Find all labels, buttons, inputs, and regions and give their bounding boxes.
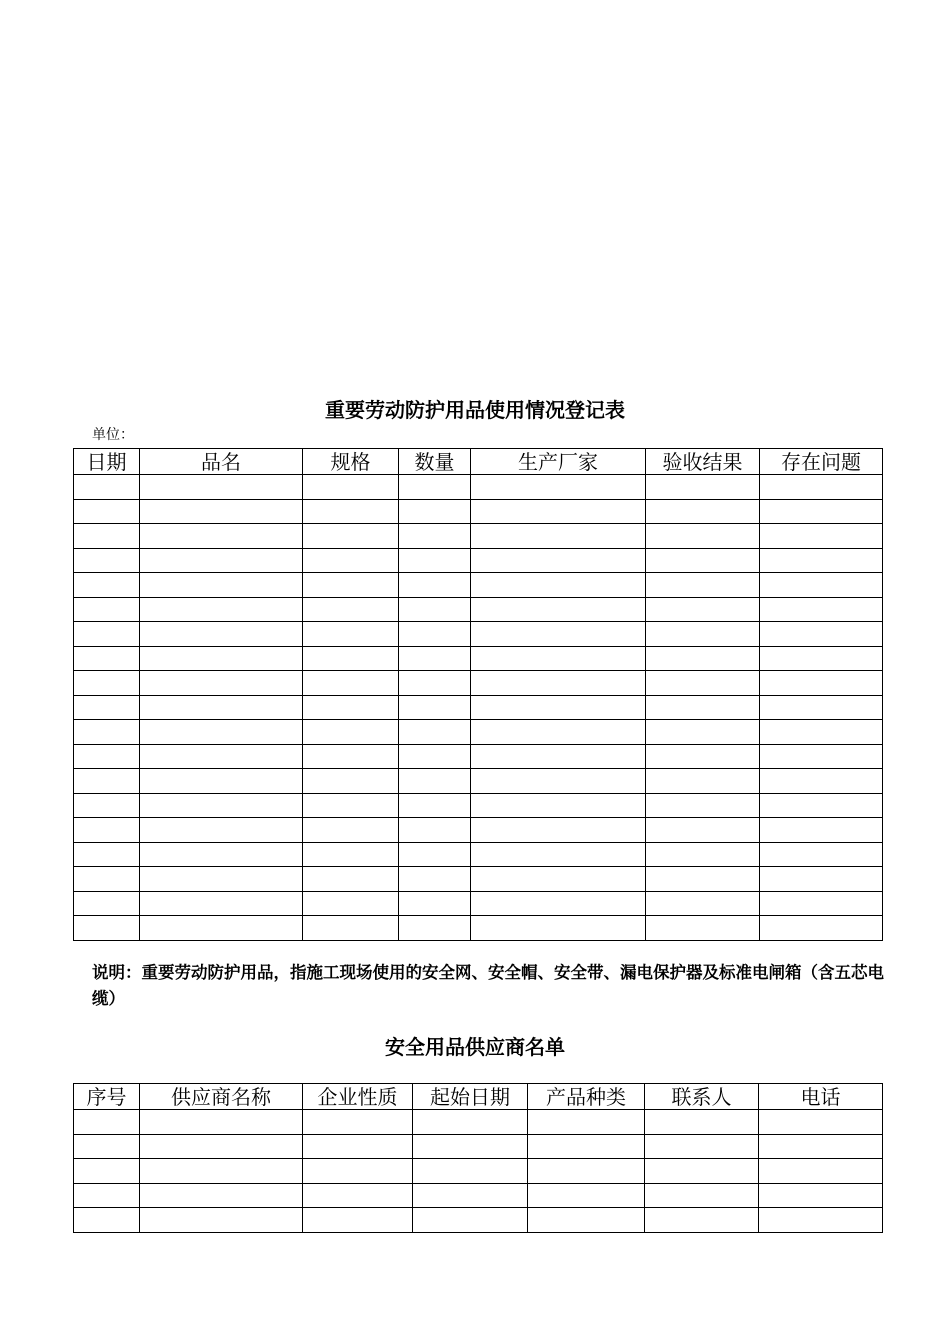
register-table-row	[74, 475, 883, 500]
register-table-cell	[303, 769, 399, 794]
register-table-cell	[140, 671, 303, 696]
register-table-cell	[760, 867, 883, 892]
supplier-table-cell	[645, 1134, 759, 1159]
supplier-table-cell	[413, 1110, 528, 1135]
supplier-table-row	[74, 1159, 883, 1184]
supplier-table-cell	[74, 1134, 140, 1159]
unit-label: 单位：	[92, 427, 134, 443]
supplier-table-cell	[303, 1159, 413, 1184]
register-table-cell	[140, 891, 303, 916]
register-table-cell	[471, 769, 646, 794]
register-table-cell	[74, 867, 140, 892]
register-table-cell	[140, 793, 303, 818]
register-table-row	[74, 524, 883, 549]
supplier-table-cell	[303, 1183, 413, 1208]
register-table-cell	[646, 573, 760, 598]
supplier-table-cell	[413, 1183, 528, 1208]
register-table-row	[74, 793, 883, 818]
register-table-cell	[140, 720, 303, 745]
register-table-cell	[303, 622, 399, 647]
register-table-cell	[646, 475, 760, 500]
register-table-cell	[303, 818, 399, 843]
register-table-cell	[760, 744, 883, 769]
supplier-table-cell	[74, 1183, 140, 1208]
register-table-row	[74, 891, 883, 916]
register-table-title: 重要劳动防护用品使用情况登记表	[325, 398, 625, 422]
register-table-cell	[471, 818, 646, 843]
register-table-cell	[646, 891, 760, 916]
register-table-cell	[471, 720, 646, 745]
register-table-cell	[471, 842, 646, 867]
register-table-cell	[74, 818, 140, 843]
register-table-cell	[646, 916, 760, 941]
header-manufacturer: 生产厂家	[471, 449, 646, 475]
register-table-cell	[760, 548, 883, 573]
register-table-cell	[74, 744, 140, 769]
supplier-table-cell	[140, 1134, 303, 1159]
register-table-cell	[760, 818, 883, 843]
register-table-cell	[471, 744, 646, 769]
register-table-cell	[471, 597, 646, 622]
supplier-table	[73, 1083, 883, 1233]
supplier-table-row	[74, 1183, 883, 1208]
register-table-cell	[74, 891, 140, 916]
register-table-cell	[140, 818, 303, 843]
register-table-cell	[646, 695, 760, 720]
register-table-cell	[471, 475, 646, 500]
register-table-cell	[646, 622, 760, 647]
register-table-row	[74, 744, 883, 769]
register-table-cell	[471, 916, 646, 941]
register-table-cell	[303, 695, 399, 720]
header-inspection-result: 验收结果	[646, 449, 760, 475]
register-table-cell	[646, 769, 760, 794]
header-spec: 规格	[303, 449, 399, 475]
supplier-table-cell	[413, 1159, 528, 1184]
register-table-cell	[140, 744, 303, 769]
register-table-cell	[140, 769, 303, 794]
register-table-body	[74, 475, 883, 941]
register-table-cell	[471, 573, 646, 598]
register-table-row	[74, 818, 883, 843]
header-supplier-name: 供应商名称	[140, 1084, 303, 1110]
register-table-cell	[471, 793, 646, 818]
register-table-cell	[646, 867, 760, 892]
register-table-cell	[74, 524, 140, 549]
register-table-cell	[303, 597, 399, 622]
register-table-cell	[646, 793, 760, 818]
supplier-table-cell	[303, 1208, 413, 1233]
register-table-cell	[760, 793, 883, 818]
register-table-cell	[471, 695, 646, 720]
register-table-cell	[74, 499, 140, 524]
register-table-row	[74, 646, 883, 671]
supplier-table-cell	[528, 1183, 645, 1208]
register-table-row	[74, 499, 883, 524]
register-table-cell	[646, 524, 760, 549]
register-table-cell	[74, 793, 140, 818]
supplier-table-cell	[74, 1208, 140, 1233]
register-table-cell	[471, 548, 646, 573]
register-table-row	[74, 622, 883, 647]
register-table-cell	[646, 597, 760, 622]
register-table-cell	[760, 597, 883, 622]
register-table-cell	[399, 891, 471, 916]
register-table-cell	[760, 646, 883, 671]
register-table-cell	[646, 744, 760, 769]
register-table-cell	[140, 499, 303, 524]
register-table-cell	[303, 720, 399, 745]
header-contact-person: 联系人	[645, 1084, 759, 1110]
register-table-cell	[303, 499, 399, 524]
supplier-table-cell	[528, 1110, 645, 1135]
register-table-cell	[74, 769, 140, 794]
register-table-cell	[760, 720, 883, 745]
register-table-cell	[399, 695, 471, 720]
register-table-cell	[399, 573, 471, 598]
supplier-table-title: 安全用品供应商名单	[385, 1035, 565, 1059]
register-table-cell	[303, 573, 399, 598]
register-table-row	[74, 671, 883, 696]
register-table-cell	[760, 475, 883, 500]
register-header-row	[74, 449, 883, 475]
register-table-cell	[399, 744, 471, 769]
register-table-cell	[303, 548, 399, 573]
register-table-cell	[646, 720, 760, 745]
supplier-table-row	[74, 1208, 883, 1233]
register-table-cell	[399, 818, 471, 843]
register-table-cell	[646, 646, 760, 671]
header-enterprise-type: 企业性质	[303, 1084, 413, 1110]
supplier-header-row	[74, 1084, 883, 1110]
register-table-cell	[140, 548, 303, 573]
supplier-table-cell	[74, 1110, 140, 1135]
register-table-cell	[760, 524, 883, 549]
supplier-table-cell	[759, 1134, 883, 1159]
register-table-cell	[760, 916, 883, 941]
register-table-cell	[646, 671, 760, 696]
register-table-cell	[760, 622, 883, 647]
note-text: 说明：重要劳动防护用品，指施工现场使用的安全网、安全帽、安全带、漏电保护器及标准电闸箱（含五芯电缆）	[92, 963, 884, 1008]
supplier-table-cell	[645, 1110, 759, 1135]
register-table-row	[74, 720, 883, 745]
register-table-cell	[74, 646, 140, 671]
supplier-table-cell	[759, 1208, 883, 1233]
register-table-cell	[646, 842, 760, 867]
register-table-cell	[760, 499, 883, 524]
register-table-cell	[760, 671, 883, 696]
register-table-cell	[399, 597, 471, 622]
register-table-cell	[303, 475, 399, 500]
register-table-cell	[140, 695, 303, 720]
register-table-row	[74, 573, 883, 598]
register-table-cell	[140, 622, 303, 647]
supplier-table-cell	[413, 1208, 528, 1233]
register-table-cell	[303, 524, 399, 549]
register-table-cell	[303, 916, 399, 941]
register-table-cell	[399, 499, 471, 524]
supplier-table-cell	[413, 1134, 528, 1159]
register-table-cell	[646, 548, 760, 573]
register-table-cell	[303, 646, 399, 671]
register-table-cell	[74, 475, 140, 500]
register-table-cell	[471, 867, 646, 892]
supplier-table-row	[74, 1110, 883, 1135]
register-table-cell	[399, 916, 471, 941]
register-table-cell	[399, 720, 471, 745]
register-table-cell	[140, 646, 303, 671]
register-table-cell	[303, 867, 399, 892]
header-date: 日期	[74, 449, 140, 475]
register-table-cell	[74, 548, 140, 573]
register-table-cell	[74, 720, 140, 745]
register-table-cell	[399, 646, 471, 671]
register-table-cell	[74, 597, 140, 622]
register-table-row	[74, 842, 883, 867]
supplier-table-cell	[303, 1134, 413, 1159]
supplier-table-cell	[528, 1208, 645, 1233]
register-table-cell	[74, 573, 140, 598]
header-product-category: 产品种类	[528, 1084, 645, 1110]
register-table-cell	[399, 548, 471, 573]
register-table-cell	[303, 891, 399, 916]
register-table-cell	[399, 867, 471, 892]
supplier-table-cell	[140, 1183, 303, 1208]
register-table-cell	[471, 646, 646, 671]
register-table-cell	[140, 842, 303, 867]
register-table-cell	[140, 597, 303, 622]
register-table-cell	[303, 671, 399, 696]
register-table-cell	[399, 769, 471, 794]
supplier-table-cell	[759, 1159, 883, 1184]
supplier-table-row	[74, 1134, 883, 1159]
register-table-cell	[140, 524, 303, 549]
supplier-table-cell	[140, 1208, 303, 1233]
register-table-cell	[471, 622, 646, 647]
supplier-table-body	[74, 1110, 883, 1233]
register-table-cell	[760, 695, 883, 720]
register-table-cell	[471, 891, 646, 916]
register-table-cell	[140, 573, 303, 598]
register-table-cell	[74, 671, 140, 696]
register-table-cell	[303, 793, 399, 818]
register-table-cell	[471, 499, 646, 524]
register-table-cell	[399, 622, 471, 647]
register-table-cell	[399, 524, 471, 549]
register-table-cell	[74, 622, 140, 647]
register-table-cell	[303, 842, 399, 867]
register-table-cell	[471, 524, 646, 549]
register-table-cell	[74, 695, 140, 720]
supplier-table-cell	[74, 1159, 140, 1184]
register-table-cell	[760, 573, 883, 598]
register-table-row	[74, 548, 883, 573]
register-table-cell	[399, 671, 471, 696]
header-start-date: 起始日期	[413, 1084, 528, 1110]
supplier-table-cell	[759, 1110, 883, 1135]
register-table-row	[74, 916, 883, 941]
register-table-cell	[646, 499, 760, 524]
supplier-table-cell	[645, 1208, 759, 1233]
register-table-row	[74, 769, 883, 794]
header-issues: 存在问题	[760, 449, 883, 475]
register-table-cell	[74, 916, 140, 941]
register-table-cell	[140, 475, 303, 500]
header-serial-no: 序号	[74, 1084, 140, 1110]
supplier-table-cell	[528, 1134, 645, 1159]
register-table-cell	[140, 916, 303, 941]
header-quantity: 数量	[399, 449, 471, 475]
register-table-row	[74, 597, 883, 622]
supplier-table-cell	[140, 1110, 303, 1135]
supplier-table-cell	[140, 1159, 303, 1184]
register-table-cell	[471, 671, 646, 696]
supplier-table-cell	[759, 1183, 883, 1208]
header-product-name: 品名	[140, 449, 303, 475]
register-table	[73, 448, 883, 941]
supplier-table-cell	[645, 1183, 759, 1208]
register-table-cell	[760, 769, 883, 794]
register-table-cell	[303, 744, 399, 769]
supplier-table-cell	[528, 1159, 645, 1184]
register-table-cell	[760, 842, 883, 867]
register-table-cell	[74, 842, 140, 867]
supplier-table-cell	[645, 1159, 759, 1184]
register-table-cell	[646, 818, 760, 843]
register-table-cell	[399, 475, 471, 500]
register-table-cell	[399, 842, 471, 867]
register-table-cell	[399, 793, 471, 818]
register-table-row	[74, 695, 883, 720]
header-phone: 电话	[759, 1084, 883, 1110]
supplier-table-cell	[303, 1110, 413, 1135]
register-table-cell	[760, 891, 883, 916]
register-table-row	[74, 867, 883, 892]
register-table-cell	[140, 867, 303, 892]
